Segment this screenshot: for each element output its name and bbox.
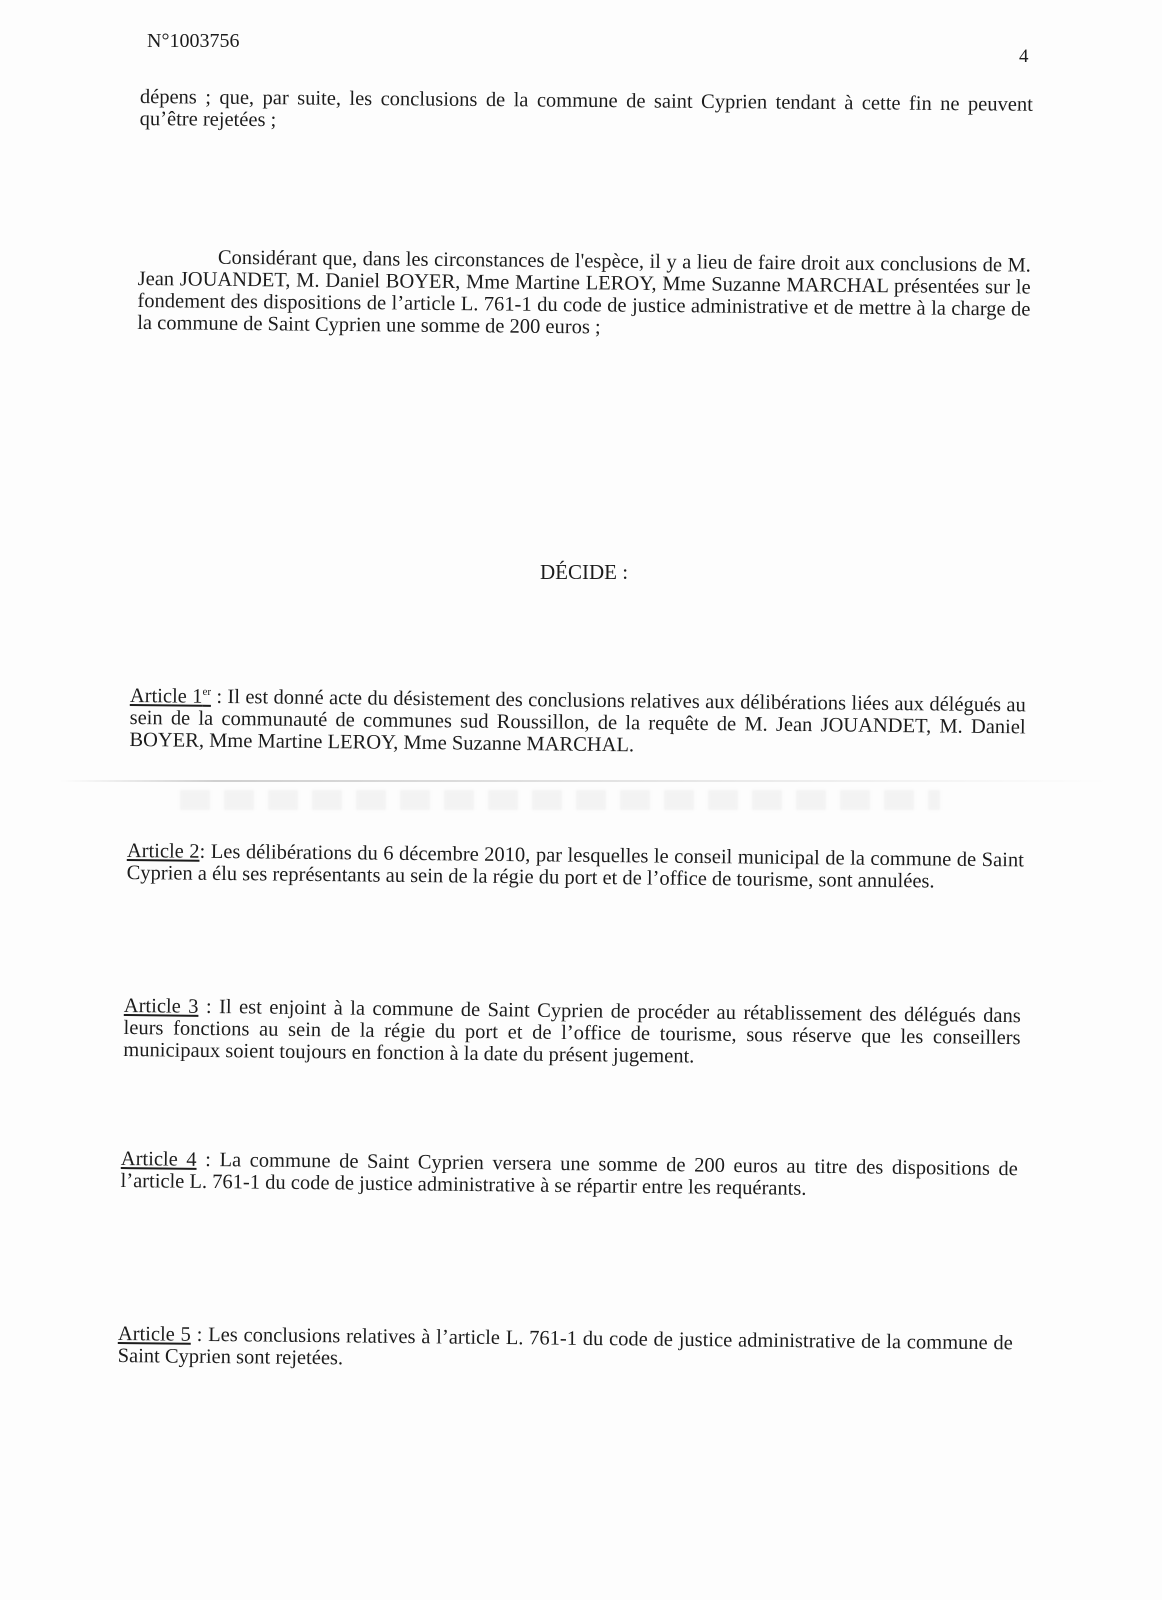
article-5 <box>118 1323 1013 1376</box>
article-1-superscript: er <box>202 685 212 699</box>
article-1 <box>129 685 1026 760</box>
article-5-text: Les conclusions relatives à l’article L. 761-1 du code de justice administrative de la commune de Saint Cyprien sont rejetées. <box>117 1323 1013 1370</box>
article-4-separator: : <box>196 1148 220 1172</box>
article-3-separator: : <box>198 995 220 1019</box>
scan-artifact-line <box>60 780 1110 782</box>
article-1-label: Article 1er <box>129 685 212 708</box>
depens-paragraph: dépens ; que, par suite, les conclusions de la commune de saint Cyprien tendant à cette fin ne peuvent qu’être rejetées ; <box>139 86 1033 132</box>
article-5-separator: : <box>190 1323 209 1346</box>
article-2-separator: : <box>199 840 211 863</box>
article-2-label: Article 2 <box>126 840 200 863</box>
scan-ghost-text <box>180 790 940 810</box>
decide-heading: DÉCIDE : <box>540 560 629 584</box>
article-1-text: Il est donné acte du désistement des conclusions relatives aux délibérations liées aux délégués au sein de la communauté de communes sud Roussillon, de la requête de M. Jean JOUANDET, M. Daniel BOYER, Mme Martine LEROY, Mme Suzanne MARCHAL. <box>129 686 1026 757</box>
article-3-text: Il est enjoint à la commune de Saint Cyprien de procéder au rétablissement des délégués dans leurs fonctions au sein de la régie du port et de l’office de tourisme, sous réserve que les conseillers municipaux soient toujours en fonction à la date du présent jugement. <box>123 996 1021 1068</box>
article-3 <box>123 995 1021 1071</box>
article-3-label: Article 3 <box>123 995 199 1018</box>
case-number: N°1003756 <box>147 30 240 52</box>
article-1-separator: : <box>210 685 228 709</box>
considerant-paragraph: Considérant que, dans les circonstances de l'espèce, il y a lieu de faire droit aux conclusions de M. Jean JOUANDET, M. Daniel BOYER, Mme Martine LEROY, Mme Suzanne MARCHAL présentées sur le fondement des dispositions de l’article L. 761-1 du code de justice administrative et de mettre à la charge de la commune de Saint Cyprien une somme de 200 euros ; <box>137 246 1031 339</box>
article-4-label: Article 4 <box>120 1148 197 1171</box>
article-4 <box>121 1148 1018 1202</box>
article-4-text: La commune de Saint Cyprien versera une somme de 200 euros au titre des dispositions de l’article L. 761-1 du code de justice administrative à se répartir entre les requérants. <box>120 1149 1018 1200</box>
article-2-text: Les délibérations du 6 décembre 2010, par lesquelles le conseil municipal de la commune de Saint Cyprien a élu ses représentants au sein de la régie du port et de l’office de tourisme, sont annulées. <box>126 840 1024 893</box>
page-number: 4 <box>1019 46 1029 67</box>
article-2 <box>127 840 1024 893</box>
article-5-label: Article 5 <box>117 1323 191 1346</box>
